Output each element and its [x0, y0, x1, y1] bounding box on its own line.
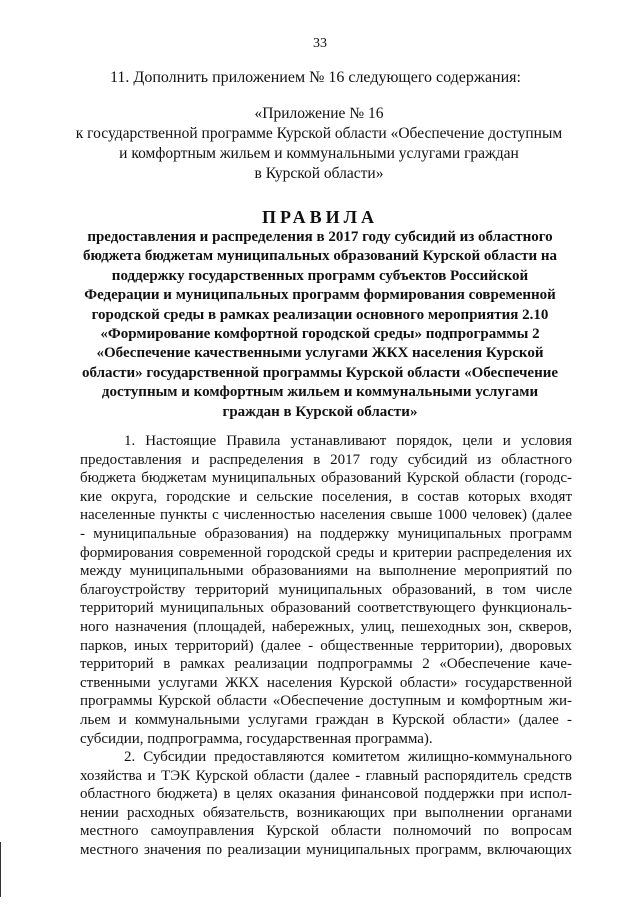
scan-edge-mark: [0, 842, 1, 897]
rules-subtitle-line: области» государственной программы Курской области «Обеспечение: [81, 364, 559, 381]
text-line: территорий в рамках реализации подпрограммы 2 «Обеспечение каче-: [80, 656, 572, 673]
text-line: областного бюджета) в целях оказания финансовой поддержки при испол-: [80, 786, 572, 803]
text-line: 1. Настоящие Правила устанавливают порядок, цели и условия: [124, 433, 572, 449]
appendix-header: [64, 104, 574, 184]
text-line: между муниципальными образованиями на выполнение мероприятий по: [80, 563, 572, 580]
text-line: программы Курской области «Обеспечение доступным и комфортным жи-: [80, 693, 572, 710]
text-line: местного самоуправления Курской области полномочий по вопросам: [80, 823, 572, 840]
text-line: - муниципальные образования) на поддержку муниципальных программ: [80, 525, 572, 542]
rules-subtitle-line: городской среды в рамках реализации основного мероприятия 2.10: [91, 306, 549, 323]
rules-subtitle: [70, 228, 570, 422]
rules-subtitle-line: предоставления и распределения в 2017 году субсидий из областного: [87, 229, 553, 245]
text-line: формирования современной городской среды и критерии распределения их: [80, 544, 572, 561]
text-line: предоставления и распределения в 2017 году субсидий из областного: [80, 451, 572, 468]
rules-subtitle-line: «Формирование комфортной городской среды» подпрограммы 2: [100, 326, 540, 343]
rules-subtitle-line: «Обеспечение качественными услугами ЖКХ населения Курской: [96, 345, 544, 362]
text-line: бюджета бюджетам муниципальных образований Курской области (городс-: [80, 470, 572, 487]
text-line: населенные пункты с численностью населения свыше 1000 человек) (далее: [80, 507, 572, 524]
rules-subtitle-line: граждан в Курской области»: [222, 403, 418, 420]
body-text: [80, 432, 572, 860]
text-line: парков, иных территорий) (далее - общественные территории), дворовых: [80, 637, 572, 654]
text-line: кие округа, городские и сельские поселения, в состав которых входят: [80, 488, 572, 505]
text-line: местного значения по реализации муниципальных программ, включающих: [80, 842, 572, 859]
text-line: 2. Субсидии предоставляются комитетом жилищно-коммунального: [124, 749, 572, 766]
rules-subtitle-line: поддержку государственных программ субъектов Российской: [111, 267, 529, 284]
text-line: благоустройству территорий муниципальных образований, в том числе: [80, 581, 572, 598]
amendment-intro: 11. Дополнить приложением № 16 следующего содержания:: [110, 69, 521, 86]
appendix-line: «Приложение № 16: [254, 105, 384, 122]
rules-subtitle-line: доступным и комфортным жильем и коммунальными услугами: [101, 384, 539, 401]
text-line: ного назначения (площадей, набережных, улиц, пешеходных зон, скверов,: [80, 618, 572, 635]
paragraph-1: [80, 432, 572, 748]
appendix-line: к государственной программе Курской области «Обеспечение доступным: [75, 125, 563, 142]
appendix-line: в Курской области»: [254, 165, 384, 182]
text-line: территорий муниципальных образований соответствующего функциональ-: [80, 600, 572, 617]
rules-heading: ПРАВИЛА: [261, 207, 379, 227]
page-number: 33: [313, 36, 327, 51]
paragraph-2: [80, 748, 572, 860]
text-line: хозяйства и ТЭК Курской области (далее - главный распорядитель средств: [80, 767, 572, 784]
rules-subtitle-line: Федерации и муниципальных программ формирования современной: [84, 287, 556, 304]
appendix-line: и комфортным жильем и коммунальными услугами граждан: [119, 145, 519, 162]
text-line: субсидии, подпрограмма, государственная программа).: [80, 730, 433, 747]
text-line: нении расходных обязательств, возникающих при выполнении органами: [80, 804, 572, 821]
text-line: ственными услугами ЖКХ населения Курской области» государственной: [80, 674, 572, 691]
text-line: льем и коммунальными услугами граждан в Курской области» (далее -: [80, 711, 572, 728]
rules-subtitle-line: бюджета бюджетам муниципальных образований Курской области на: [82, 248, 558, 265]
